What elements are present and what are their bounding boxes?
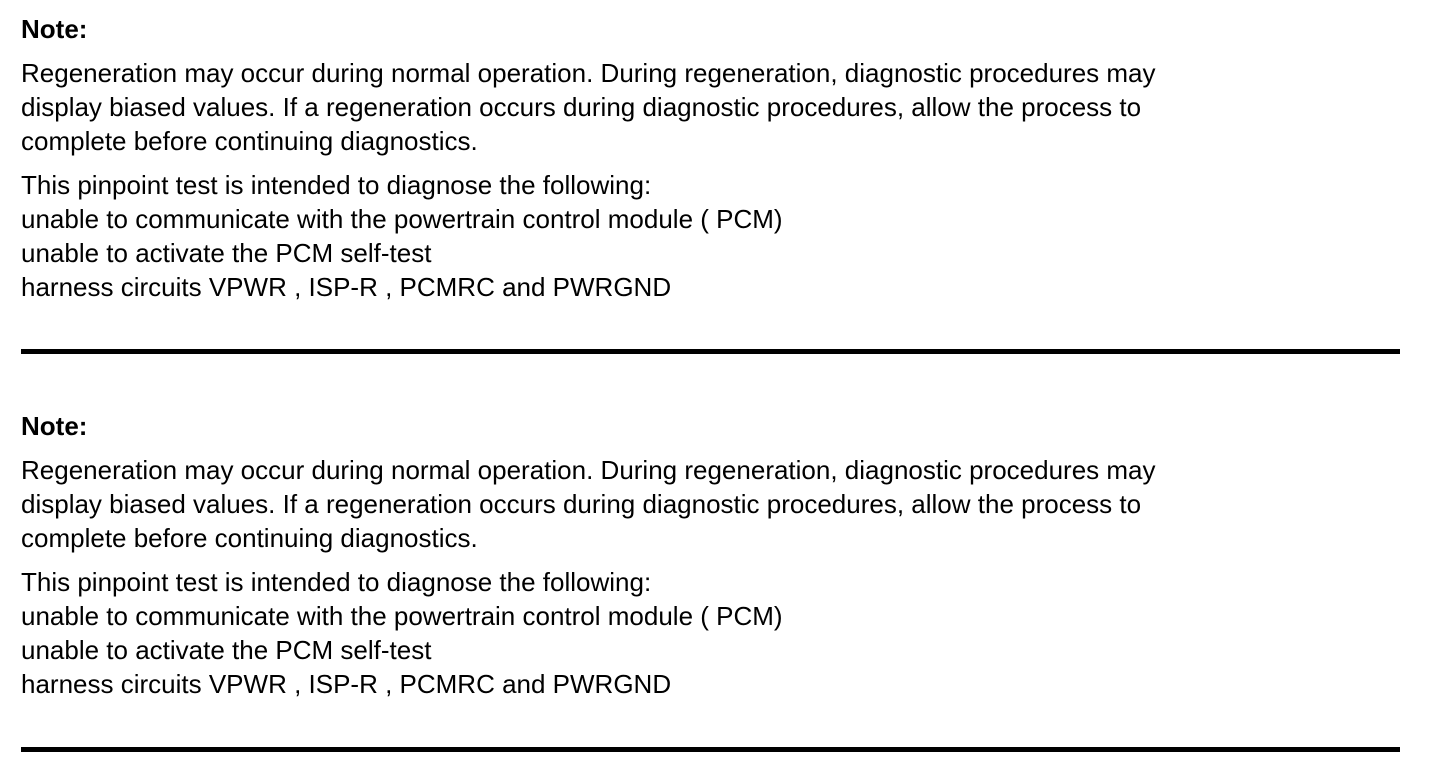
regeneration-note [21,56,1401,158]
list-item: harness circuits VPWR , ISP-R , PCMRC and PWRGND [21,669,672,699]
note-line: Regeneration may occur during normal operation. During regeneration, diagnostic procedures may [21,58,1156,88]
note-line: complete before continuing diagnostics. [21,523,478,553]
test-intro: This pinpoint test is intended to diagnose the following: [21,170,652,200]
note-label: Note: [21,14,88,44]
list-item: unable to communicate with the powertrain control module ( PCM) [21,601,783,631]
list-item: unable to communicate with the powertrain control module ( PCM) [21,204,783,234]
list-item: unable to activate the PCM self-test [21,635,432,665]
note-line: Regeneration may occur during normal operation. During regeneration, diagnostic procedures may [21,455,1156,485]
diagnose-list [21,202,1401,304]
note-line: complete before continuing diagnostics. [21,126,478,156]
section-divider [21,349,1400,354]
note-line: display biased values. If a regeneration occurs during diagnostic procedures, allow the process to [21,92,1142,122]
list-item: unable to activate the PCM self-test [21,238,432,268]
list-item: harness circuits VPWR , ISP-R , PCMRC and PWRGND [21,272,672,302]
note-line: display biased values. If a regeneration occurs during diagnostic procedures, allow the process to [21,489,1142,519]
diagnose-list [21,599,1401,701]
regeneration-note [21,453,1401,555]
section-divider [21,747,1400,752]
test-intro: This pinpoint test is intended to diagnose the following: [21,567,652,597]
note-label: Note: [21,411,88,441]
pinpoint-test-section-2 [21,411,1401,701]
pinpoint-test-section-1 [21,14,1401,304]
